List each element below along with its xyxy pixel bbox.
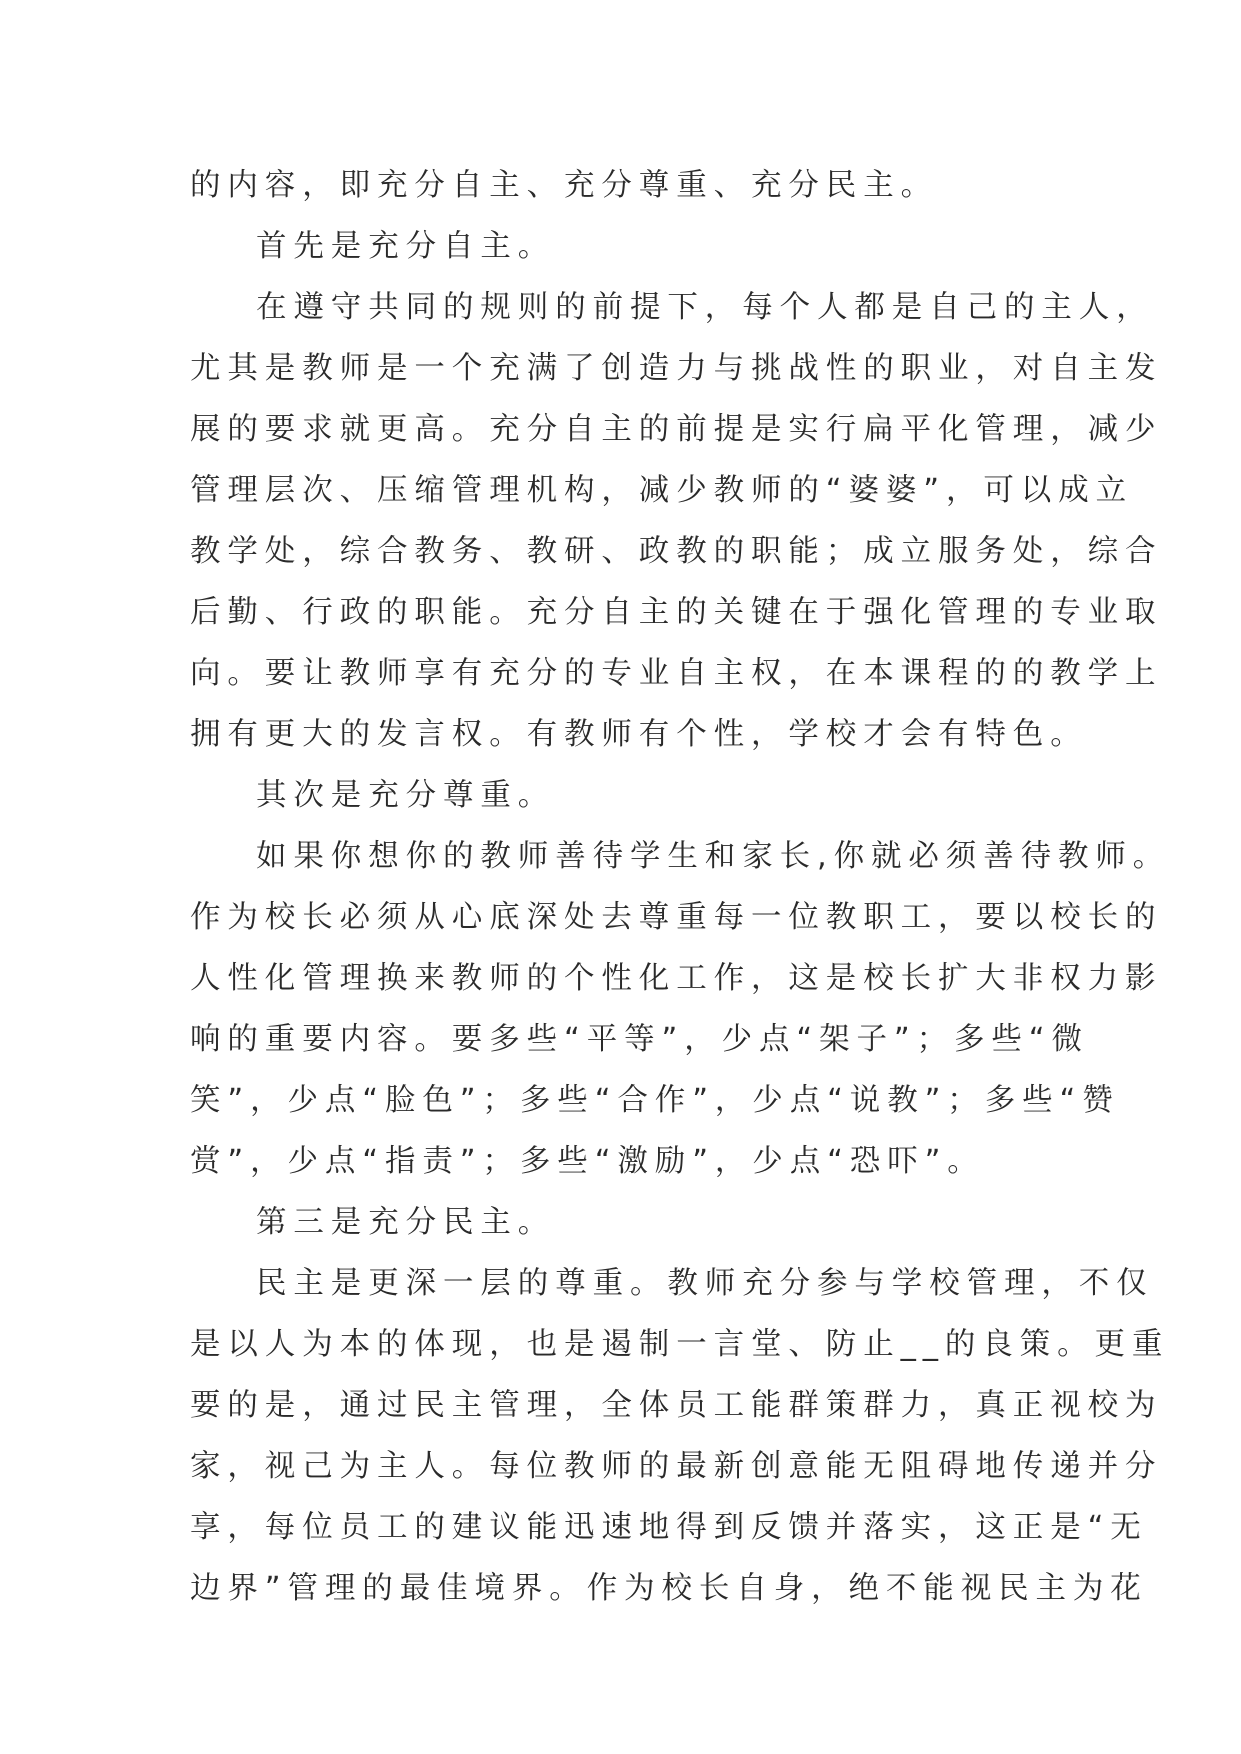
text-line: 管理层次、压缩管理机构，减少教师的“婆婆”，可以成立 [190, 473, 1134, 508]
text-line: 民主是更深一层的尊重。教师充分参与学校管理，不仅 [256, 1266, 1154, 1301]
text-line: 笑”，少点“脸色”；多些“合作”，少点“说教”；多些“赞 [190, 1083, 1120, 1118]
text-line: 享，每位员工的建议能迅速地得到反馈并落实，这正是“无 [190, 1510, 1148, 1545]
text-line: 展的要求就更高。充分自主的前提是实行扁平化管理，减少 [190, 412, 1163, 447]
text-line: 教学处，综合教务、教研、政教的职能；成立服务处，综合 [190, 534, 1163, 569]
text-line: 如果你想你的教师善待学生和家长,你就必须善待教师。 [256, 839, 1171, 874]
body-text [190, 155, 1171, 1619]
text-line: 家，视己为主人。每位教师的最新创意能无阻碍地传递并分 [190, 1449, 1163, 1484]
text-line: 尤其是教师是一个充满了创造力与挑战性的职业，对自主发 [190, 351, 1163, 386]
text-line: 是以人为本的体现，也是遏制一言堂、防止__的良策。更重 [190, 1327, 1170, 1362]
text-line: 其次是充分尊重。 [256, 778, 556, 813]
text-line: 边界”管理的最佳境界。作为校长自身，绝不能视民主为花 [190, 1571, 1148, 1606]
text-line: 后勤、行政的职能。充分自主的关键在于强化管理的专业取 [190, 595, 1163, 630]
text-line: 在遵守共同的规则的前提下，每个人都是自己的主人， [256, 290, 1154, 325]
text-line: 人性化管理换来教师的个性化工作，这是校长扩大非权力影 [190, 961, 1163, 996]
text-line: 赏”，少点“指责”；多些“激励”，少点“恐吓”。 [190, 1144, 985, 1179]
text-line: 的内容，即充分自主、充分尊重、充分民主。 [190, 168, 938, 203]
text-line: 拥有更大的发言权。有教师有个性，学校才会有特色。 [190, 717, 1088, 752]
text-line: 第三是充分民主。 [256, 1205, 556, 1240]
text-line: 响的重要内容。要多些“平等”，少点“架子”；多些“微 [190, 1022, 1089, 1057]
text-line: 要的是，通过民主管理，全体员工能群策群力，真正视校为 [190, 1388, 1163, 1423]
text-line: 向。要让教师享有充分的专业自主权，在本课程的的教学上 [190, 656, 1163, 691]
text-line: 作为校长必须从心底深处去尊重每一位教职工，要以校长的 [190, 900, 1163, 935]
text-line: 首先是充分自主。 [256, 229, 556, 264]
